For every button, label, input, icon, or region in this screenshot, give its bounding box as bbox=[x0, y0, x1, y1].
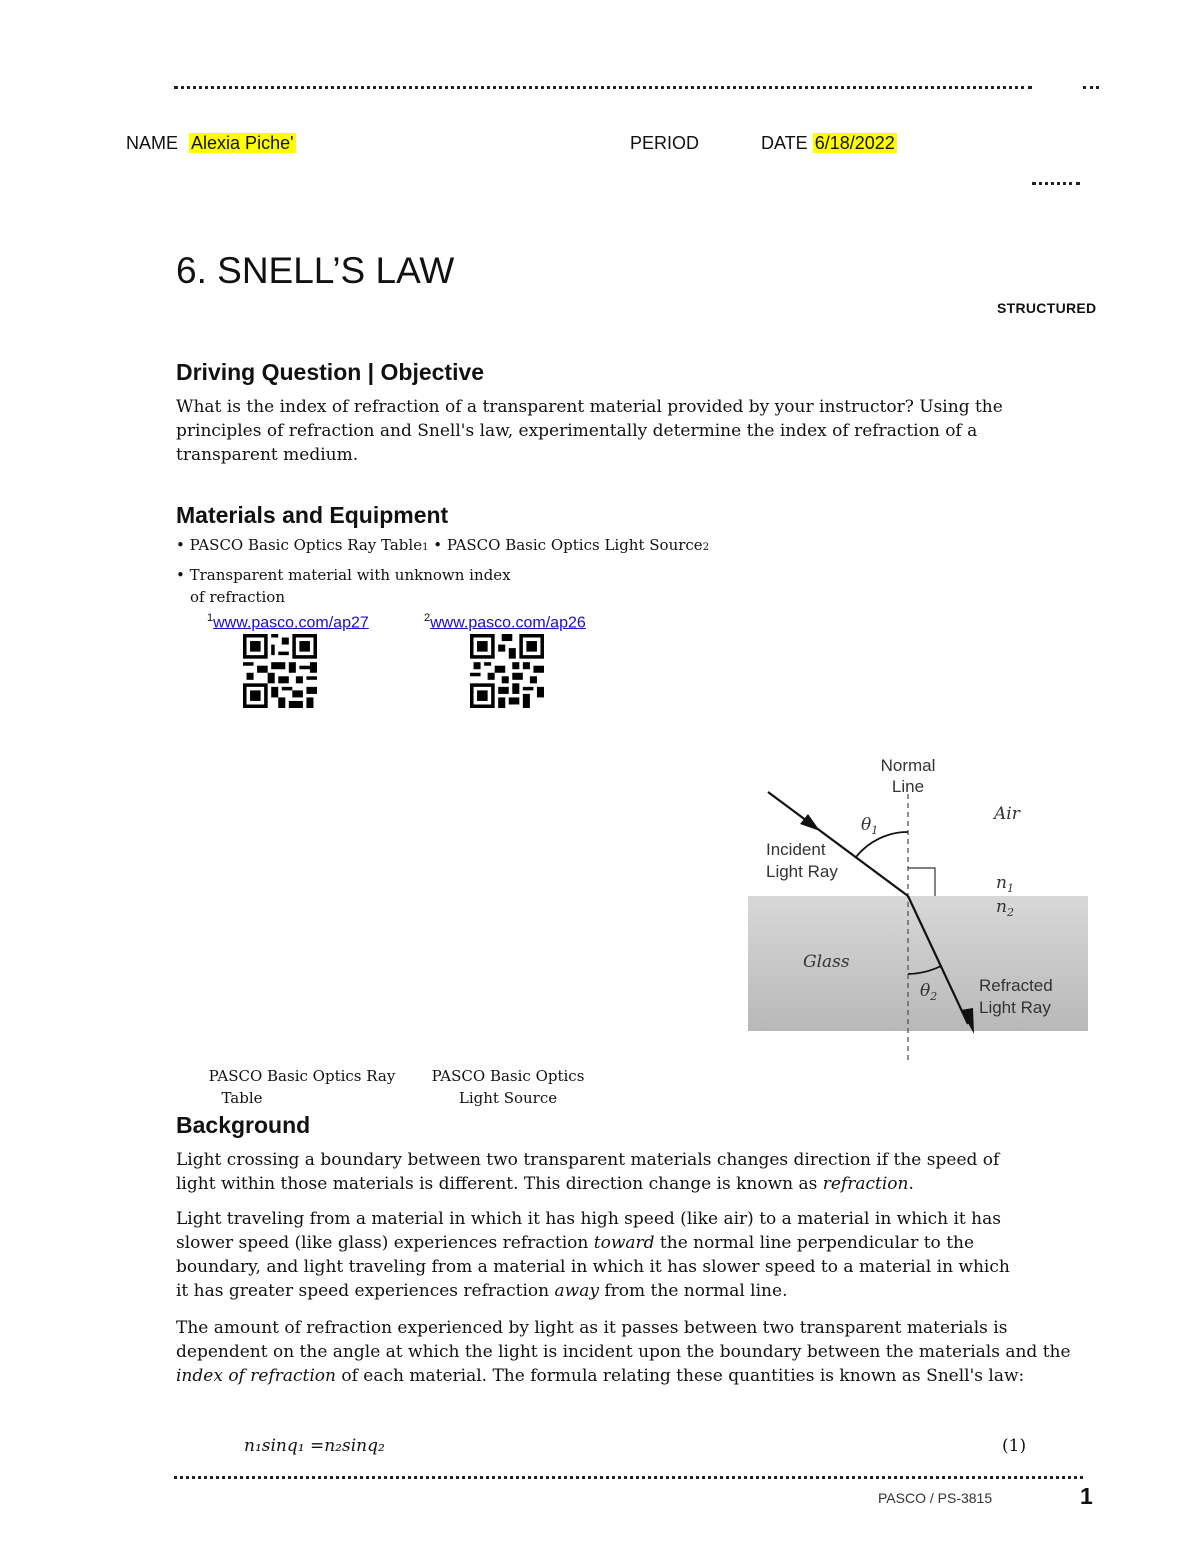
page-title: 6. SNELL’S LAW bbox=[176, 250, 455, 291]
caption-light-source: PASCO Basic Optics Light Source bbox=[431, 1067, 585, 1107]
structured-label: STRUCTURED bbox=[997, 300, 1097, 316]
snells-law-diagram bbox=[748, 748, 1093, 1068]
header-short-rule bbox=[1032, 182, 1080, 185]
page-number: 1 bbox=[1080, 1483, 1093, 1509]
qr-code-light-source bbox=[470, 634, 544, 708]
date-value: 6/18/2022 bbox=[814, 133, 895, 153]
materials-heading: Materials and Equipment bbox=[176, 502, 449, 528]
background-heading: Background bbox=[176, 1112, 311, 1138]
right-angle-marker bbox=[908, 868, 935, 896]
refracted-label-2: Light Ray bbox=[979, 998, 1051, 1017]
incident-arrowhead bbox=[800, 814, 820, 831]
incident-label-2: Light Ray bbox=[766, 862, 838, 881]
link-ray-table[interactable]: $^1$www.pasco.com/ap27 bbox=[207, 612, 369, 632]
background-paragraph-3: The amount of refraction experienced by light as it passes between two transparent materials is dependent on the angle at which the light is incident upon the boundary between the materials and the index of refraction of each material. The formula relating these quantities is known as Snell's law: bbox=[176, 1318, 1071, 1386]
snells-law-equation: n₁sinq₁ =n₂sinq₂ bbox=[244, 1436, 385, 1456]
footer-publisher: PASCO / PS-3815 bbox=[878, 1490, 993, 1506]
link-light-source-url[interactable]: www.pasco.com/ap26 bbox=[430, 614, 586, 632]
driving-question-heading: Driving Question | Objective bbox=[176, 359, 485, 385]
background-paragraph-2: Light traveling from a material in which it has high speed (like air) to a material in which it has slower speed (like glass) experiences refraction toward the normal line perpendicular to the boundary, and light traveling from a material in which it has slower speed to a material in which it has greater speed experiences refraction away from the normal line. bbox=[176, 1209, 1010, 1301]
glass-label: Glass bbox=[803, 952, 850, 972]
bottom-rule bbox=[174, 1476, 1083, 1479]
theta1-arc bbox=[856, 832, 908, 857]
top-rule-short bbox=[1083, 86, 1099, 89]
incident-label-1: Incident bbox=[766, 840, 826, 859]
period-label: PERIOD bbox=[630, 133, 700, 153]
n1-label: $n_1$ bbox=[996, 873, 1014, 895]
theta2-label: $\theta_2$ bbox=[920, 981, 938, 1003]
link-light-source[interactable]: $^2$www.pasco.com/ap26 bbox=[424, 612, 586, 632]
driving-question-text: What is the index of refraction of a transparent material provided by your instructor? Using the principles of refraction and Snell's law, experimentally determine the index of refraction of a transparent medium. bbox=[176, 397, 1003, 465]
name-field bbox=[126, 133, 296, 154]
name-value: Alexia Piche' bbox=[191, 133, 294, 153]
n2-label: $n_2$ bbox=[996, 897, 1014, 919]
date-label: DATE bbox=[761, 133, 808, 153]
caption-ray-table: PASCO Basic Optics Ray Table bbox=[208, 1067, 396, 1107]
qr-code-ray-table bbox=[243, 634, 317, 708]
materials-line-1: • PASCO Basic Optics Ray Table1 • PASCO Basic Optics Light Source2 bbox=[176, 536, 710, 554]
air-label: Air bbox=[994, 804, 1020, 824]
equation-number: (1) bbox=[1002, 1436, 1027, 1456]
refracted-label-1: Refracted bbox=[979, 976, 1053, 995]
normal-line-label-1: Normal bbox=[880, 756, 936, 775]
materials-line-2: • Transparent material with unknown index of refraction bbox=[176, 566, 511, 606]
background-paragraph-1: Light crossing a boundary between two transparent materials changes direction if the speed of light within those materials is different. This direction change is known as refraction. bbox=[176, 1150, 1000, 1194]
theta1-label: $\theta_1$ bbox=[861, 815, 879, 837]
top-rule bbox=[174, 86, 1032, 89]
normal-line-label-2: Line bbox=[891, 777, 925, 796]
date-field bbox=[761, 133, 897, 154]
link-ray-table-url[interactable]: www.pasco.com/ap27 bbox=[213, 614, 369, 632]
name-label: NAME bbox=[126, 133, 179, 153]
